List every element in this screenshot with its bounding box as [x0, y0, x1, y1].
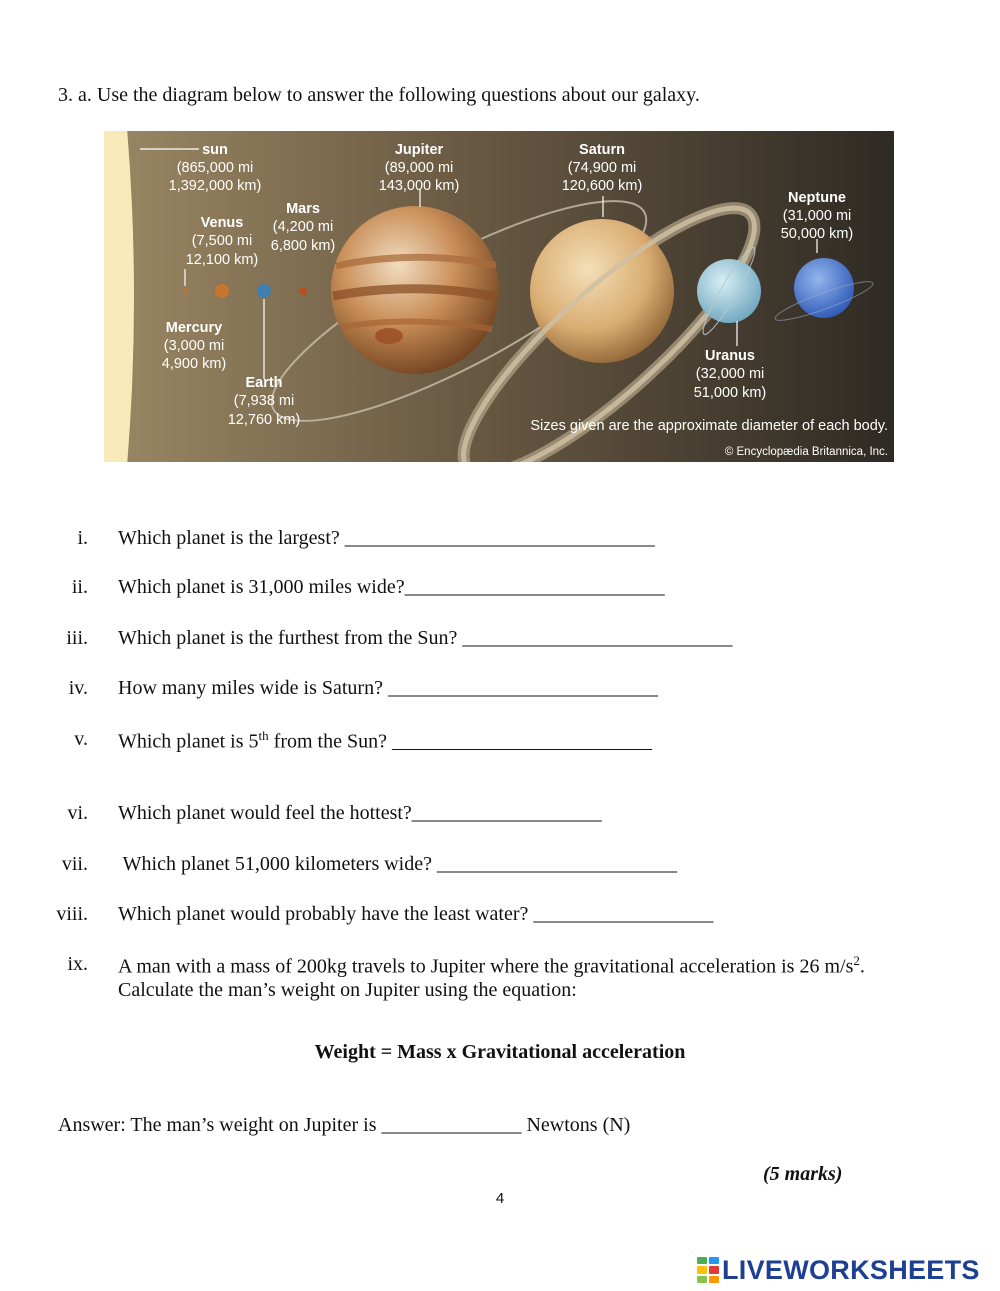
label-uranus-km: 51,000 km) — [693, 385, 767, 401]
question-number: vii. — [61, 853, 88, 875]
label-jupiter-km: 143,000 km) — [378, 178, 460, 194]
question-text-part: . — [859, 955, 865, 978]
label-neptune-km: 50,000 km) — [780, 226, 854, 242]
question-text: Which planet 51,000 kilometers wide? ________________________ — [118, 853, 677, 875]
weight-formula: Weight = Mass x Gravitational acceleration — [314, 1041, 686, 1063]
liveworksheets-logo-icon — [697, 1257, 719, 1283]
label-sun-name: sun — [202, 142, 228, 158]
question-number: vi. — [67, 802, 88, 824]
label-uranus-mi: (32,000 mi — [695, 366, 765, 382]
question-text-part: from the Sun? __________________________ — [268, 730, 652, 753]
label-mercury-km: 4,900 km) — [161, 356, 227, 372]
question-number: iii. — [66, 627, 88, 649]
question-text: How many miles wide is Saturn? ___________________________ — [118, 677, 658, 699]
question-text-line2: Calculate the man’s weight on Jupiter using the equation: — [118, 978, 577, 1001]
label-saturn-name: Saturn — [579, 142, 625, 158]
question-number: i. — [77, 527, 88, 549]
diagram-note: Sizes given are the approximate diameter of each body. — [530, 418, 888, 434]
question-number: ix. — [67, 953, 88, 975]
label-neptune-name: Neptune — [788, 190, 846, 206]
label-venus-mi: (7,500 mi — [191, 233, 253, 249]
diagram-copyright: © Encyclopædia Britannica, Inc. — [724, 446, 888, 458]
question-number: v. — [74, 728, 88, 750]
superscript: 2 — [853, 953, 860, 968]
label-sun-mi: (865,000 mi — [176, 160, 254, 176]
label-saturn-mi: (74,900 mi — [567, 160, 637, 176]
liveworksheets-logo — [697, 1253, 980, 1287]
superscript: th — [258, 728, 269, 743]
label-sun-km: 1,392,000 km) — [168, 178, 262, 194]
label-uranus-name: Uranus — [705, 348, 755, 364]
label-earth-name: Earth — [245, 375, 283, 391]
label-mars-name: Mars — [286, 201, 320, 217]
label-venus-name: Venus — [200, 215, 244, 231]
label-neptune-mi: (31,000 mi — [782, 208, 852, 224]
label-jupiter-mi: (89,000 mi — [384, 160, 454, 176]
mercury-dot — [182, 288, 188, 294]
venus-dot — [215, 284, 229, 298]
solar-system-diagram — [104, 131, 894, 462]
label-mercury-name: Mercury — [165, 320, 223, 336]
question-text-part: A man with a mass of 200kg travels to Jupiter where the gravitational acceleration is 26 m/s — [118, 955, 854, 978]
question-number: viii. — [56, 903, 88, 925]
question-text: Which planet is the largest? _______________________________ — [118, 527, 655, 549]
label-mars-km: 6,800 km) — [270, 238, 336, 254]
question-text — [118, 953, 865, 1002]
label-earth-mi: (7,938 mi — [233, 393, 295, 409]
label-mercury-mi: (3,000 mi — [163, 338, 225, 354]
question-text: Which planet would probably have the least water? __________________ — [118, 903, 714, 925]
mars-dot — [299, 287, 307, 295]
marks-label: (5 marks) — [763, 1163, 843, 1185]
question-text: Which planet is the furthest from the Sun? ___________________________ — [118, 627, 733, 649]
sun-edge — [104, 131, 134, 462]
question-text — [118, 728, 652, 754]
question-intro: 3. a. Use the diagram below to answer the following questions about our galaxy. — [58, 84, 700, 106]
question-text: Which planet is 31,000 miles wide?__________________________ — [118, 576, 665, 598]
label-mars-mi: (4,200 mi — [272, 219, 334, 235]
earth-dot — [257, 284, 271, 298]
label-venus-km: 12,100 km) — [185, 252, 259, 268]
label-saturn-km: 120,600 km) — [561, 178, 643, 194]
liveworksheets-logo-text: LIVEWORKSHEETS — [722, 1254, 980, 1285]
question-number: iv. — [68, 677, 88, 699]
question-text: Which planet would feel the hottest?___________________ — [118, 802, 602, 824]
question-text-part: Which planet is 5 — [118, 730, 259, 753]
label-jupiter-name: Jupiter — [394, 142, 444, 158]
answer-line: Answer: The man’s weight on Jupiter is ______________ Newtons (N) — [58, 1114, 631, 1136]
page-number: 4 — [495, 1190, 505, 1207]
label-earth-km: 12,760 km) — [227, 412, 301, 428]
question-number: ii. — [71, 576, 88, 598]
